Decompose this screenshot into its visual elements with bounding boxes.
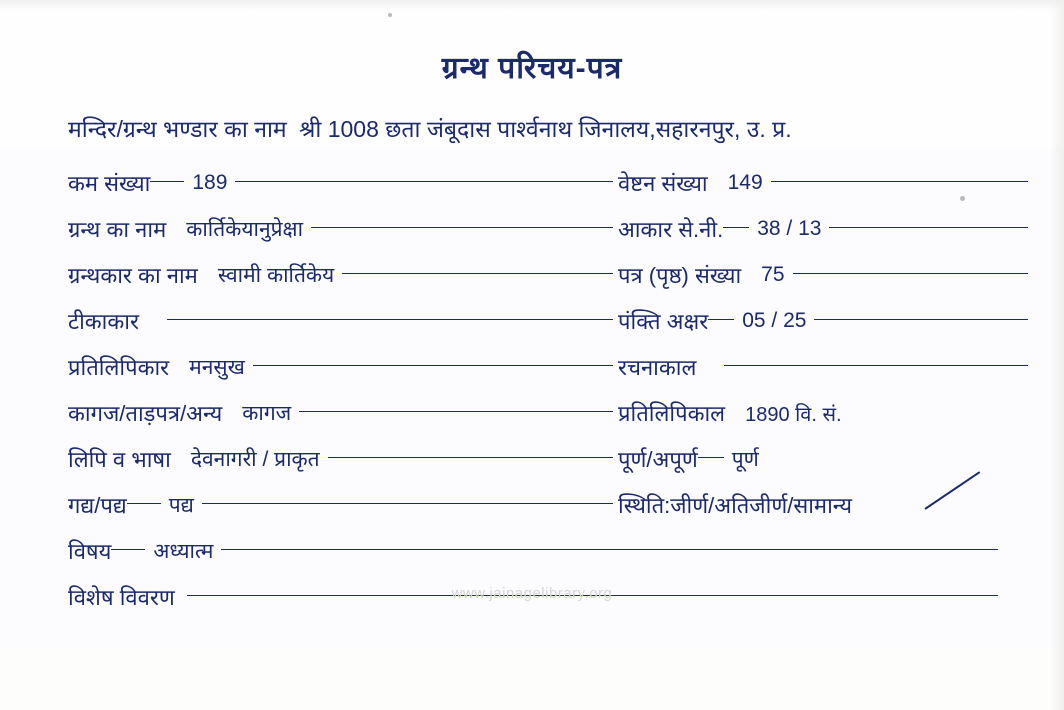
- field-label: स्थिति:जीर्ण/अतिजीर्ण/सामान्य: [618, 493, 853, 518]
- field-rule: [723, 227, 749, 228]
- form-row: [0, 528, 1064, 574]
- field-rule: [221, 549, 998, 550]
- field-rule: [202, 503, 613, 504]
- field-value: 189: [192, 171, 228, 194]
- field-rule: [829, 227, 1028, 228]
- scan-edge-top: [0, 0, 1064, 10]
- field-rule: [311, 227, 613, 228]
- field-rule: [342, 273, 613, 274]
- field-tikakar: [68, 298, 613, 344]
- field-label: कम संख्या: [68, 171, 151, 196]
- field-kagaj-tadpatra-anya: [68, 390, 613, 436]
- field-rule: [235, 181, 613, 182]
- form-row: [0, 252, 1064, 298]
- field-label: पूर्ण/अपूर्ण: [618, 447, 698, 472]
- form-row: [0, 482, 1064, 528]
- watermark: www.jainagelibrary.org: [451, 585, 613, 602]
- field-label: लिपि व भाषा: [68, 447, 171, 472]
- field-akar-se-ni: [618, 206, 1028, 252]
- field-value: कार्तिकेयानुप्रेक्षा: [186, 218, 304, 241]
- field-gadya-padya: [68, 482, 613, 528]
- field-rule: [167, 319, 613, 320]
- field-value: पद्य: [168, 494, 194, 517]
- field-label: विशेष विवरण: [68, 585, 175, 610]
- field-label: कागज/ताड़पत्र/अन्य: [68, 401, 223, 426]
- field-value: 75: [761, 263, 785, 286]
- field-lipi-va-bhasha: [68, 436, 613, 482]
- field-purna-apurna: [618, 436, 1028, 482]
- field-label: पत्र (पृष्ठ) संख्या: [618, 263, 742, 288]
- field-rule: [708, 319, 734, 320]
- field-rule: [253, 365, 613, 366]
- field-label: प्रतिलिपिकार: [68, 355, 170, 380]
- field-rule: [793, 273, 1028, 274]
- form-row: [0, 160, 1064, 206]
- institution-value: श्री 1008 छता जंबूदास पार्श्वनाथ जिनालय,सहारनपुर, उ. प्र.: [299, 116, 792, 142]
- field-label: ग्रन्थकार का नाम: [68, 263, 198, 288]
- field-vishay: [68, 528, 998, 574]
- field-value: स्वामी कार्तिकेय: [217, 264, 335, 287]
- field-value: अध्यात्म: [153, 540, 214, 563]
- field-value: 149: [727, 171, 763, 194]
- page-title: ग्रन्थ परिचय-पत्र: [441, 52, 623, 85]
- field-rule: [299, 411, 613, 412]
- field-label: विषय: [68, 539, 112, 564]
- institution-line: [68, 112, 1018, 144]
- field-rachnakal: [618, 344, 1028, 390]
- field-rule: [111, 549, 145, 550]
- field-granthkar-ka-nam: [68, 252, 613, 298]
- field-value: 1890 वि. सं.: [745, 403, 842, 426]
- field-label: टीकाकार: [68, 309, 139, 334]
- field-label: वेष्टन संख्या: [618, 171, 708, 196]
- form-row: [0, 436, 1064, 482]
- field-label: प्रतिलिपिकाल: [618, 401, 726, 426]
- field-rule: [127, 503, 161, 504]
- field-pratilipikal: [618, 390, 1028, 436]
- field-label: आकार से.नी.: [618, 217, 724, 242]
- field-value: 38 / 13: [757, 217, 822, 240]
- field-rule: [328, 457, 613, 458]
- field-pratilipikar: [68, 344, 613, 390]
- field-label: पंक्ति अक्षर: [618, 309, 709, 334]
- field-granth-ka-nam: [68, 206, 613, 252]
- field-value: पूर्ण: [731, 448, 759, 471]
- field-rule: [698, 457, 724, 458]
- institution-label: मन्दिर/ग्रन्थ भण्डार का नाम: [68, 116, 287, 142]
- field-rule: [150, 181, 184, 182]
- field-patra-sankhya: [618, 252, 1028, 298]
- field-rule: [724, 365, 1028, 366]
- field-kram-sankhya: [68, 160, 613, 206]
- field-label: ग्रन्थ का नाम: [68, 217, 167, 242]
- form-row: [0, 344, 1064, 390]
- field-rule: [814, 319, 1028, 320]
- field-pankti-akshar: [618, 298, 1028, 344]
- form-row: [0, 206, 1064, 252]
- fields-grid: [0, 160, 1064, 620]
- form-row: [0, 298, 1064, 344]
- field-veshtan-sankhya: [618, 160, 1028, 206]
- field-rule: [771, 181, 1028, 182]
- field-label: रचनाकाल: [618, 355, 697, 380]
- field-value: देवनागरी / प्राकृत: [190, 448, 320, 471]
- field-value: मनसुख: [189, 356, 245, 379]
- scan-speck: [388, 13, 392, 17]
- field-value: कागज: [242, 402, 292, 425]
- field-value: 05 / 25: [742, 309, 807, 332]
- field-sthiti: [618, 482, 1028, 528]
- form-row: [0, 390, 1064, 436]
- field-label: गद्य/पद्य: [68, 493, 127, 518]
